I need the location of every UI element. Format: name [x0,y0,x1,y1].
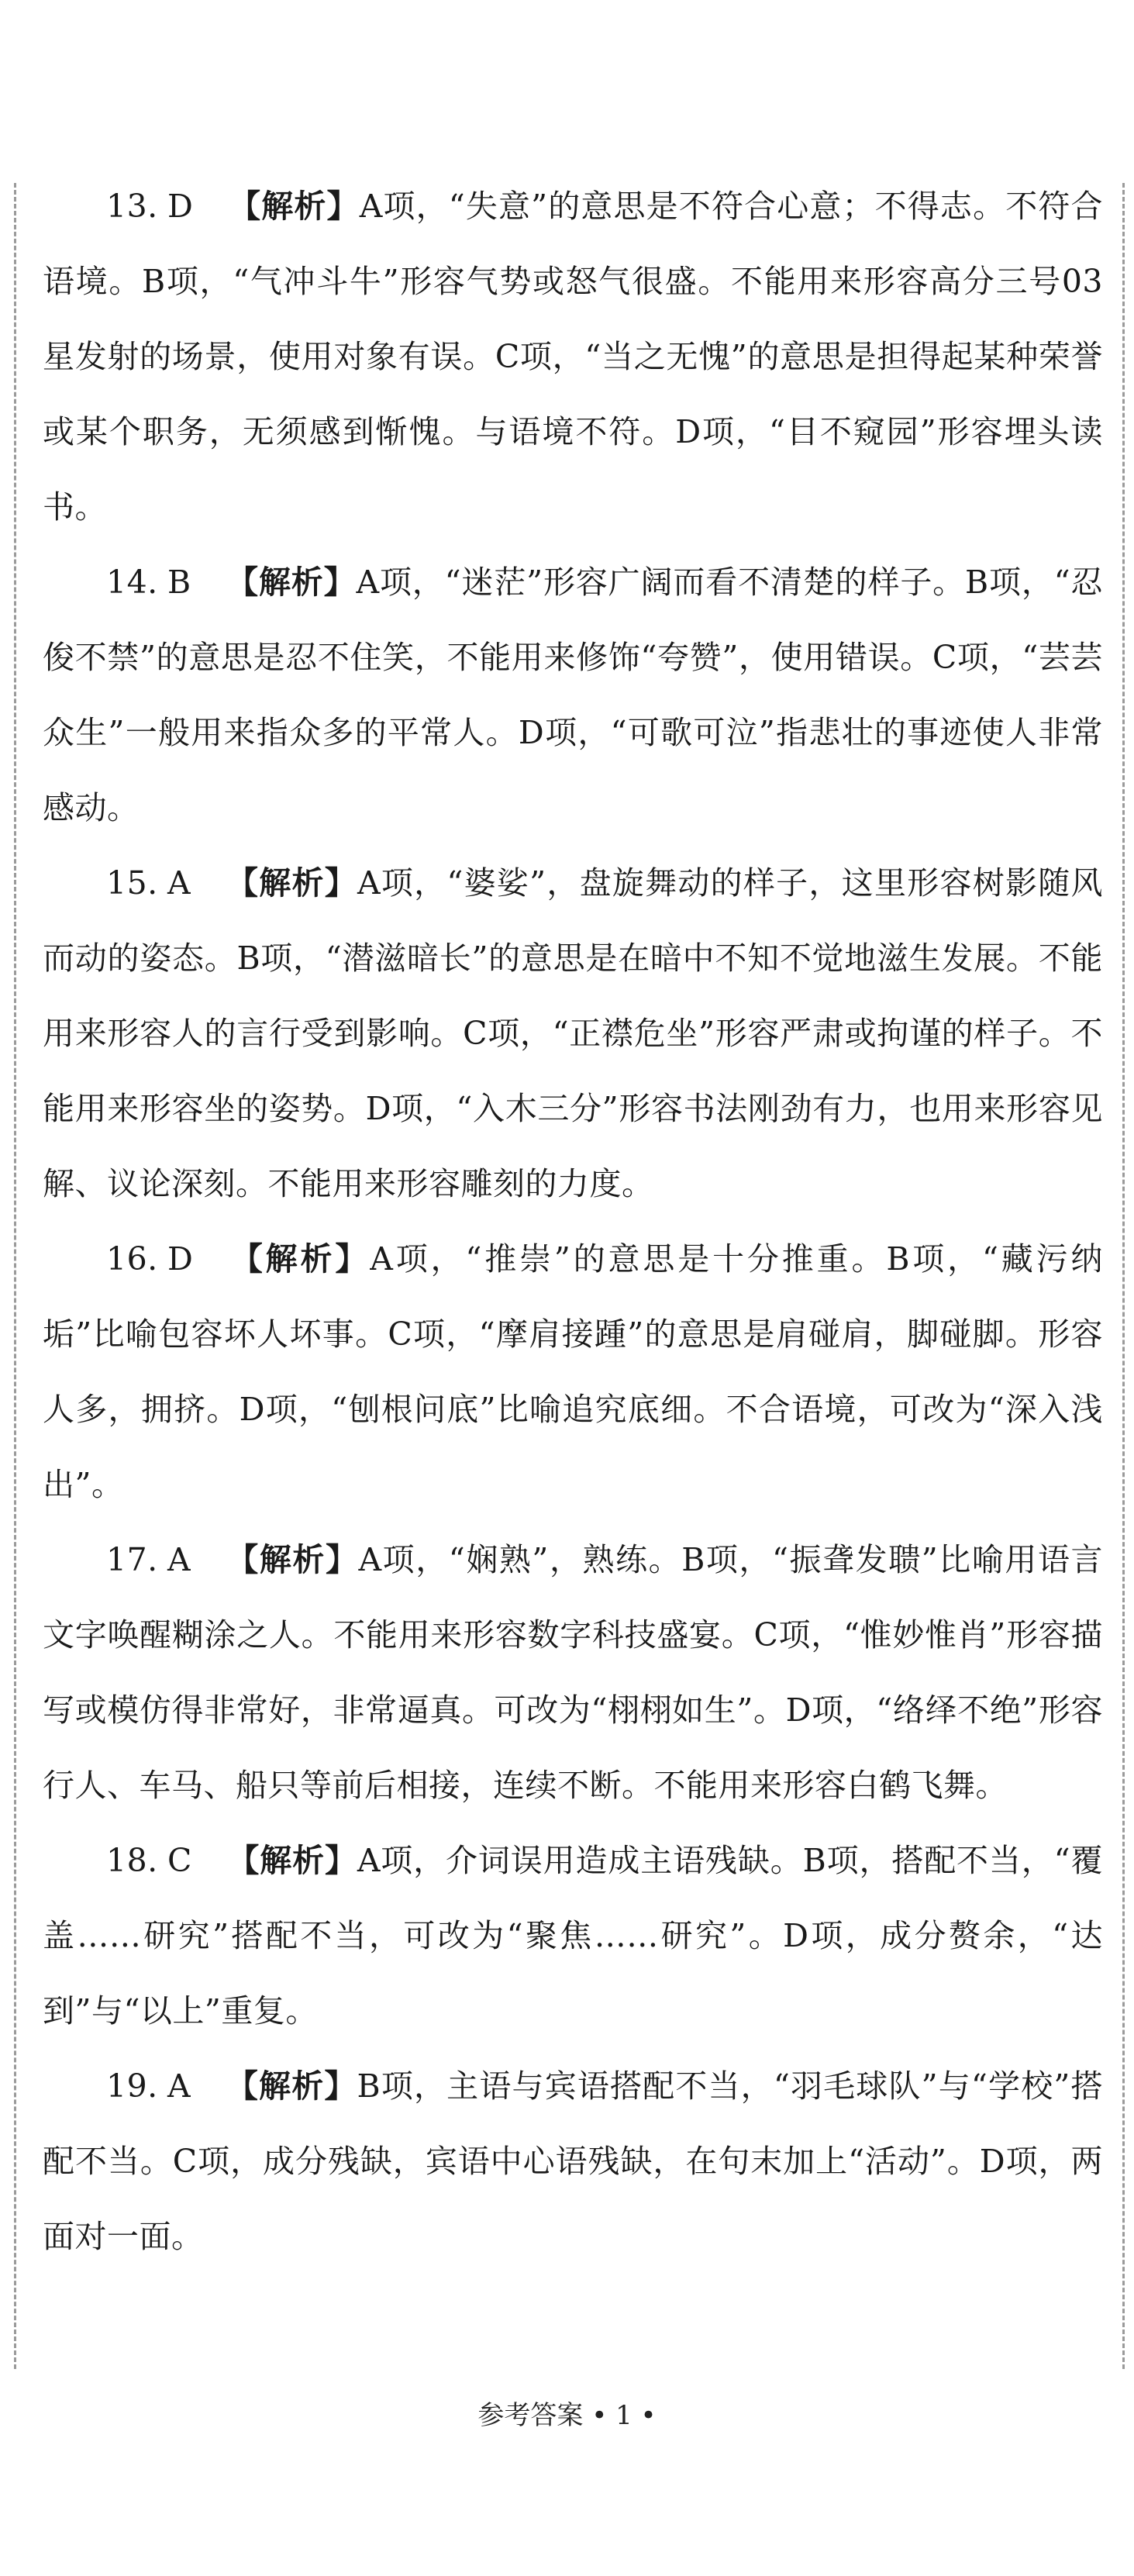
answer-entry-17 [43,1522,1103,1823]
answer-letter: A [167,2067,191,2105]
answer-letter: A [167,1541,191,1578]
analysis-text: A项，“娴熟”，熟练。B项，“振聋发聩”比喻用语言文字唤醒糊涂之人。不能用来形容数字科技盛宴。C项，“惟妙惟肖”形容描写或模仿得非常好，非常逼真。可改为“栩栩如生”。D项，“络绎不绝”形容行人、车马、船只等前后相接，连续不断。不能用来形容白鹤飞舞。 [43,1541,1104,1804]
analysis-tag: 【解析】 [228,1240,371,1278]
question-number: 13. [106,188,158,225]
answer-entry-18 [43,1823,1103,2049]
answer-letter: D [167,188,194,225]
answer-entry-13 [43,169,1103,545]
answer-entry-14 [43,545,1103,846]
analysis-text: A项，“迷茫”形容广阔而看不清楚的样子。B项，“忍俊不禁”的意思是忍不住笑，不能用来修饰“夸赞”，使用错误。C项，“芸芸众生”一般用来指众多的平常人。D项，“可歌可泣”指悲壮的事迹使人非常感动。 [43,564,1103,826]
analysis-text: A项，“失意”的意思是不符合心意；不得志。不符合语境。B项，“气冲斗牛”形容气势或怒气很盛。不能用来形容高分三号03星发射的场景，使用对象有误。C项，“当之无愧”的意思是担得起某种荣誉或某个职务，无须感到惭愧。与语境不符。D项，“目不窥园”形容埋头读书。 [43,188,1104,526]
left-margin-dashed-line [14,183,16,2369]
analysis-tag: 【解析】 [226,1842,357,1879]
analysis-tag: 【解析】 [226,2067,357,2105]
answer-letter: C [167,1842,192,1879]
answer-entry-19 [43,2049,1103,2274]
analysis-tag: 【解析】 [226,1541,359,1578]
answer-entry-16 [43,1222,1103,1522]
analysis-text: A项，介词误用造成主语残缺。B项，搭配不当，“覆盖……研究”搭配不当，可改为“聚焦……研究”。D项，成分赘余，“达到”与“以上”重复。 [43,1842,1103,2029]
question-number: 16. [106,1240,158,1278]
analysis-text: B项，主语与宾语搭配不当，“羽毛球队”与“学校”搭配不当。C项，成分残缺，宾语中心语残缺，在句末加上“活动”。D项，两面对一面。 [43,2067,1103,2255]
question-number: 15. [106,864,158,902]
answer-entry-15 [43,846,1103,1222]
question-number: 19. [106,2067,158,2105]
analysis-tag: 【解析】 [226,564,357,601]
answer-letter: D [167,1240,194,1278]
analysis-tag: 【解析】 [228,188,360,225]
page-footer: 参考答案 • 1 • [477,2400,657,2431]
answer-letter: B [167,564,191,601]
answer-content [43,169,1103,2274]
answer-letter: A [167,864,191,902]
analysis-tag: 【解析】 [226,864,358,902]
right-margin-dashed-line [1122,183,1125,2369]
analysis-text: A项，“推崇”的意思是十分推重。B项，“藏污纳垢”比喻包容坏人坏事。C项，“摩肩接踵”的意思是肩碰肩，脚碰脚。形容人多，拥挤。D项，“刨根问底”比喻追究底细。不合语境，可改为“深入浅出”。 [43,1240,1104,1503]
analysis-text: A项，“婆娑”，盘旋舞动的样子，这里形容树影随风而动的姿态。B项，“潜滋暗长”的意思是在暗中不知不觉地滋生发展。不能用来形容人的言行受到影响。C项，“正襟危坐”形容严肃或拘谨的样子。不能用来形容坐的姿势。D项，“入木三分”形容书法刚劲有力，也用来形容见解、议论深刻。不能用来形容雕刻的力度。 [43,864,1103,1202]
question-number: 17. [106,1541,158,1578]
question-number: 14. [106,564,158,601]
question-number: 18. [106,1842,158,1879]
